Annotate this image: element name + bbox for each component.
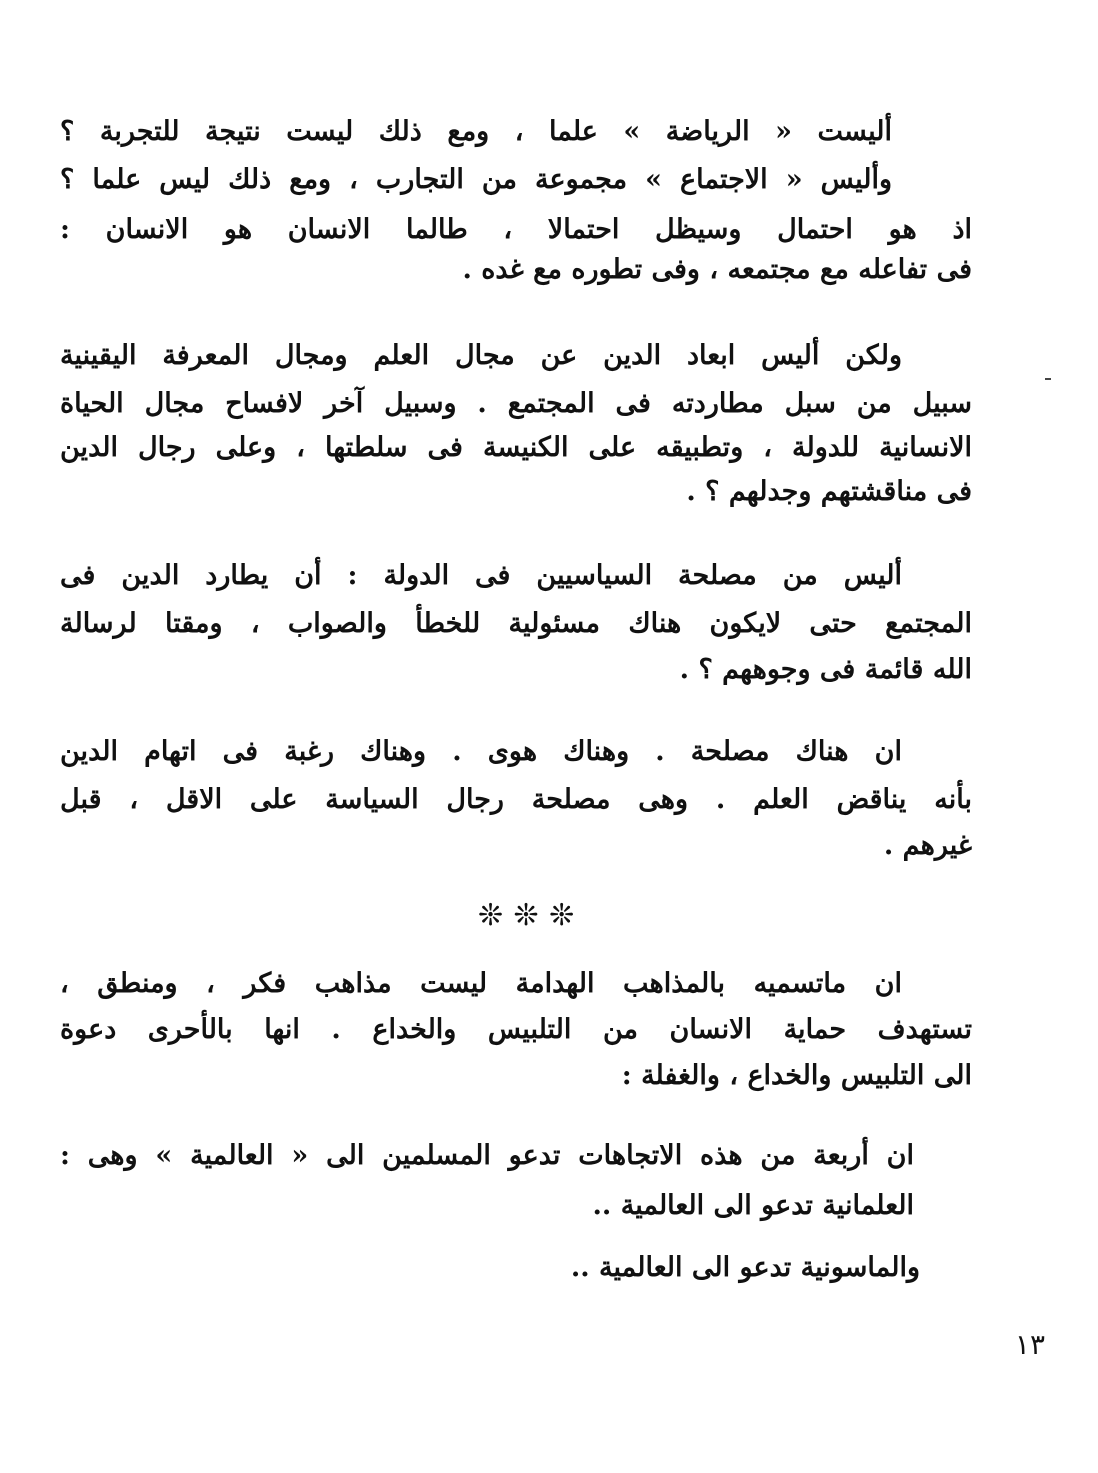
text-line: غيرهم . [883,830,972,861]
text-line: الى التلبيس والخداع ، والغفلة : [621,1060,972,1091]
text-line: وأليس « الاجتماع » مجموعة من التجارب ، ومع ذلك ليس علما ؟ [60,164,892,195]
text-line: فى مناقشتهم وجدلهم ؟ . [686,476,972,507]
text-line: ان هناك مصلحة . وهناك هوى . وهناك رغبة فى اتهام الدين [60,736,902,767]
list-item: والماسونية تدعو الى العالمية .. [570,1252,920,1283]
text-line: أليس من مصلحة السياسيين فى الدولة : أن يطارد الدين فى [60,560,902,591]
text-line: سبيل من سبل مطاردته فى المجتمع . وسبيل آخر لافساح مجال الحياة [60,388,972,419]
text-line: الله قائمة فى وجوههم ؟ . [679,654,972,685]
text-line: بأنه يناقض العلم . وهى مصلحة رجال السياسة على الاقل ، قبل [60,784,972,815]
text-line: فى تفاعله مع مجتمعه ، وفى تطوره مع غده . [462,254,972,285]
text-line: تستهدف حماية الانسان من التلبيس والخداع . انها بالأحرى دعوة [60,1014,972,1045]
text-line: ولكن أليس ابعاد الدين عن مجال العلم ومجال المعرفة اليقينية [60,340,902,371]
text-line: ان ماتسميه بالمذاهب الهدامة ليست مذاهب فكر ، ومنطق ، [60,968,902,999]
section-separator: ❊ ❊ ❊ [477,898,575,933]
text-line: أليست « الرياضة » علما ، ومع ذلك ليست نتيجة للتجربة ؟ [60,116,892,147]
text-line: المجتمع حتى لايكون هناك مسئولية للخطأ والصواب ، ومقتا لرسالة [60,608,972,639]
list-item: العلمانية تدعو الى العالمية .. [592,1190,914,1221]
scan-speck [1045,378,1051,380]
list-intro: ان أربعة من هذه الاتجاهات تدعو المسلمين الى « العالمية » وهى : [60,1140,914,1171]
page-number: ١٣ [1014,1328,1045,1361]
text-line: اذ هو احتمال وسيظل احتمالا ، طالما الانسان هو الانسان : [60,214,972,245]
text-line: الانسانية للدولة ، وتطبيقه على الكنيسة فى سلطتها ، وعلى رجال الدين [60,432,972,463]
